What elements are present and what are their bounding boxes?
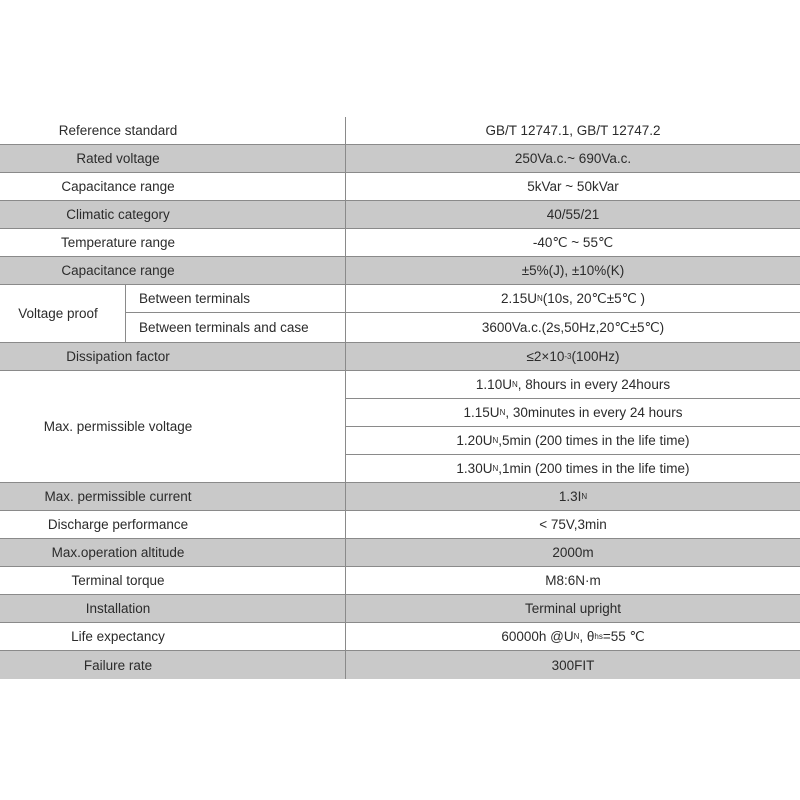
max-voltage-group [0,371,800,483]
sub-row [345,399,800,427]
sub-value: 1.30U N ,1min (200 times in the life time) [345,455,800,482]
table-row [0,539,800,567]
param-value: -40℃ ~ 55℃ [345,229,800,256]
param-value: 1.3I N [345,483,800,510]
param-value: 250Va.c.~ 690Va.c. [345,145,800,172]
param-value: 300FIT [345,651,800,679]
param-value: ±5%(J), ±10%(K) [345,257,800,284]
param-label: Reference standard [58,123,178,138]
param-label: Capacitance range [61,179,175,194]
voltage-proof-group [0,285,800,343]
table-row [0,651,800,679]
param-value: ≤2×10 -3 (100Hz) [345,343,800,370]
table-row [0,257,800,285]
param-value: 2000m [345,539,800,566]
param-value: 60000h @U N , θ hs =55 ℃ [345,623,800,650]
param-label: Installation [85,601,151,616]
param-label: Discharge performance [47,517,189,532]
table-row [0,173,800,201]
param-label: Max. permissible current [44,489,192,504]
sub-row [125,285,800,313]
sub-row [125,313,800,342]
sub-label: Between terminals [139,291,251,306]
table-row [0,343,800,371]
sub-value: 2.15U N (10s, 20℃±5℃ ) [345,285,800,312]
table-row [0,229,800,257]
param-label: Temperature range [60,235,176,250]
table-row [0,201,800,229]
table-row [0,595,800,623]
param-label: Capacitance range [61,263,175,278]
table-row [0,117,800,145]
param-value: 5kVar ~ 50kVar [345,173,800,200]
param-label: Rated voltage [76,151,160,166]
param-value: < 75V,3min [345,511,800,538]
spec-table [0,117,800,679]
table-row [0,145,800,173]
param-value: GB/T 12747.1, GB/T 12747.2 [345,117,800,144]
table-row [0,623,800,651]
sub-row [345,455,800,482]
sub-row [345,371,800,399]
sub-row [345,427,800,455]
table-row [0,567,800,595]
param-label: Max.operation altitude [51,545,185,560]
voltage-proof-label: Voltage proof [18,306,98,321]
sub-value: 1.10U N , 8hours in every 24hours [345,371,800,398]
sub-value: 3600Va.c.(2s,50Hz,20℃±5℃) [345,313,800,342]
sub-value: 1.20U N ,5min (200 times in the life time) [345,427,800,454]
param-label: Terminal torque [71,573,165,588]
param-value: Terminal upright [345,595,800,622]
max-voltage-label: Max. permissible voltage [43,419,193,434]
table-row [0,511,800,539]
param-label: Life expectancy [71,629,165,644]
param-label: Climatic category [66,207,170,222]
param-value: M8:6N·m [345,567,800,594]
param-value: 40/55/21 [345,201,800,228]
sub-label: Between terminals and case [139,320,309,335]
sub-value: 1.15U N , 30minutes in every 24 hours [345,399,800,426]
table-row [0,483,800,511]
param-label: Failure rate [83,657,153,673]
param-label: Dissipation factor [66,349,170,364]
